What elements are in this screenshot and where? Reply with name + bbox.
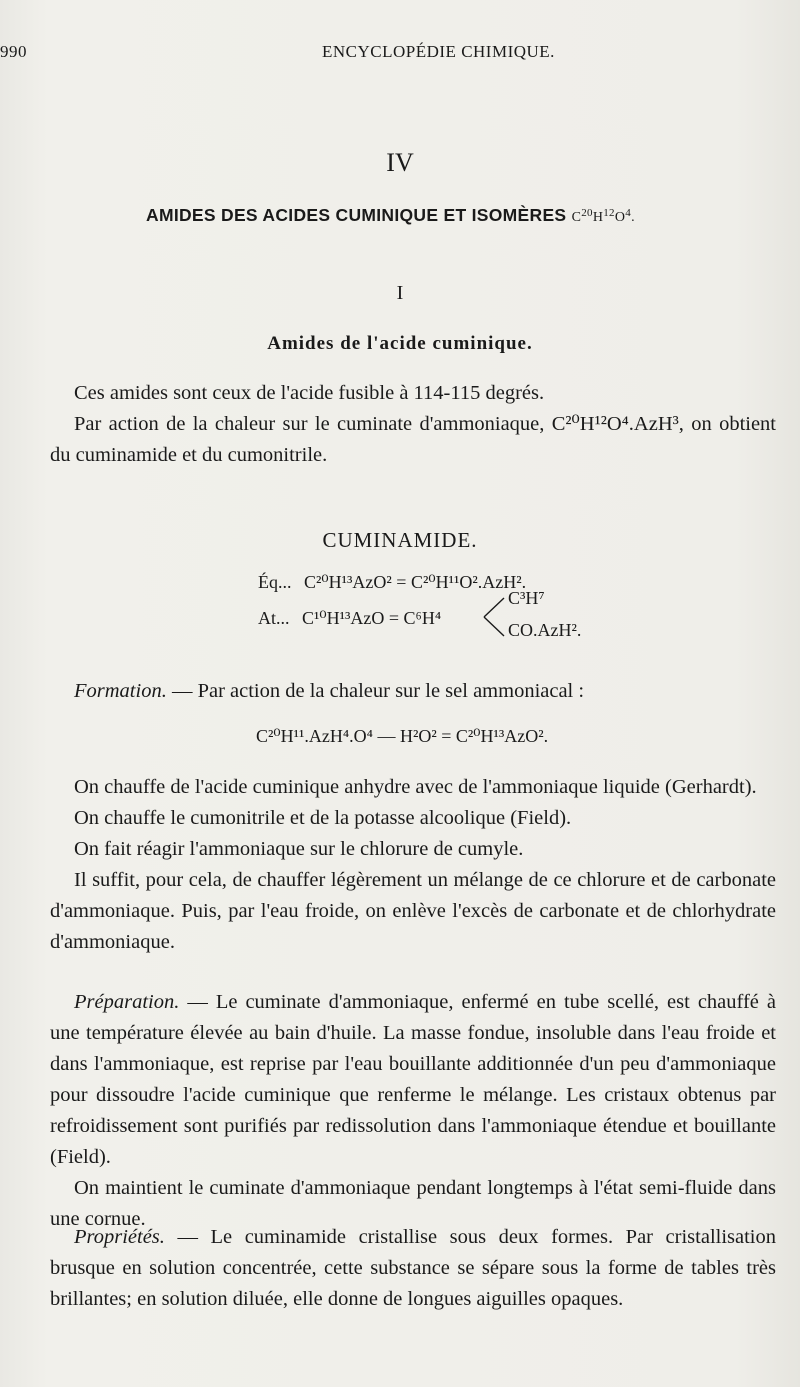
at-bottom-group: CO.AzH². <box>508 620 582 640</box>
intro-line-1: Ces amides sont ceux de l'acide fusible à 114-115 degrés. <box>74 382 545 404</box>
branch-bond-icon <box>482 594 506 640</box>
formula-c: C <box>571 210 582 225</box>
at-label: At... <box>258 608 290 628</box>
proprietes-block <box>50 1222 776 1315</box>
formation-p4: Il suffit, pour cela, de chauffer légèrement un mélange de ce chlorure et de carbonate d'ammoniaque. Puis, par l'eau froide, on enlève l'excès de carbonate et de chlorhydrate d'ammoniaque. <box>50 869 776 953</box>
eq-label: Éq... <box>258 572 292 592</box>
formation-label: Formation. <box>74 680 167 702</box>
formula-end: . <box>631 210 635 225</box>
intro-line-2: Par action de la chaleur sur le cuminate d'ammoniaque, C²⁰H¹²O⁴.AzH³, on obtient du cuminamide et du cumonitrile. <box>50 413 776 466</box>
preparation-label: Préparation. <box>74 991 180 1013</box>
formula-o: O <box>614 210 626 225</box>
formation-p2: On chauffe le cumonitrile et de la potasse alcoolique (Field). <box>74 807 572 829</box>
chapter-formula <box>571 207 635 225</box>
at-top-group: C³H⁷ <box>508 588 545 608</box>
section-number: I <box>396 282 404 304</box>
formula-h-count: 12 <box>603 207 615 219</box>
formula-c-count: 20 <box>581 207 593 219</box>
running-title: ENCYCLOPÉDIE CHIMIQUE. <box>322 42 555 61</box>
chapter-number: IV <box>386 148 414 177</box>
formation-equation: C²⁰H¹¹.AzH⁴.O⁴ — H²O² = C²⁰H¹³AzO². <box>256 726 549 746</box>
page-number: 990 <box>0 42 27 61</box>
preparation-p2: On maintient le cuminate d'ammoniaque pendant longtemps à l'état semi-fluide dans une cornue. <box>50 1177 776 1230</box>
chapter-title <box>146 205 635 226</box>
formula-o-count: 4 <box>625 207 632 219</box>
proprietes-text: — Le cuminamide cristallise sous deux formes. Par cristallisation brusque en solution concentrée, cette substance se sépare sous la forme de tables très brillantes; en solution diluée, elle donne de longues aiguilles opaques. <box>50 1226 776 1310</box>
proprietes-label: Propriétés. <box>74 1226 165 1248</box>
eq-formula: C²⁰H¹³AzO² = C²⁰H¹¹O².AzH². <box>304 572 527 592</box>
formation-block <box>50 676 776 707</box>
at-line <box>258 608 441 629</box>
intro-block <box>50 378 776 471</box>
cuminamide-heading: CUMINAMIDE. <box>322 528 478 552</box>
formation-methods <box>50 772 776 958</box>
formation-p1: On chauffe de l'acide cuminique anhydre avec de l'ammoniaque liquide (Gerhardt). <box>74 776 757 798</box>
formation-intro: — Par action de la chaleur sur le sel ammoniacal : <box>166 680 585 702</box>
eq-line <box>258 572 526 593</box>
preparation-block <box>50 987 776 1235</box>
chapter-title-text: AMIDES DES ACIDES CUMINIQUE ET ISOMÈRES <box>146 205 567 225</box>
formation-p3: On fait réagir l'ammoniaque sur le chlorure de cumyle. <box>74 838 524 860</box>
at-left-formula: C¹⁰H¹³AzO = C⁶H⁴ <box>302 608 442 628</box>
section-title: Amides de l'acide cuminique. <box>267 333 533 354</box>
preparation-text: — Le cuminate d'ammoniaque, enfermé en tube scellé, est chauffé à une température élevée au bain d'huile. La masse fondue, insoluble dans l'eau froide et dans l'ammoniaque, est reprise par l'eau bouillante additionnée d'un peu d'ammoniaque pour dissoudre l'acide cuminique que renferme le mélange. Les cristaux obtenus par refroidissement sont purifiés par redissolution dans l'ammoniaque étendue et bouillante (Field). <box>50 991 776 1168</box>
formula-h: H <box>592 210 604 225</box>
